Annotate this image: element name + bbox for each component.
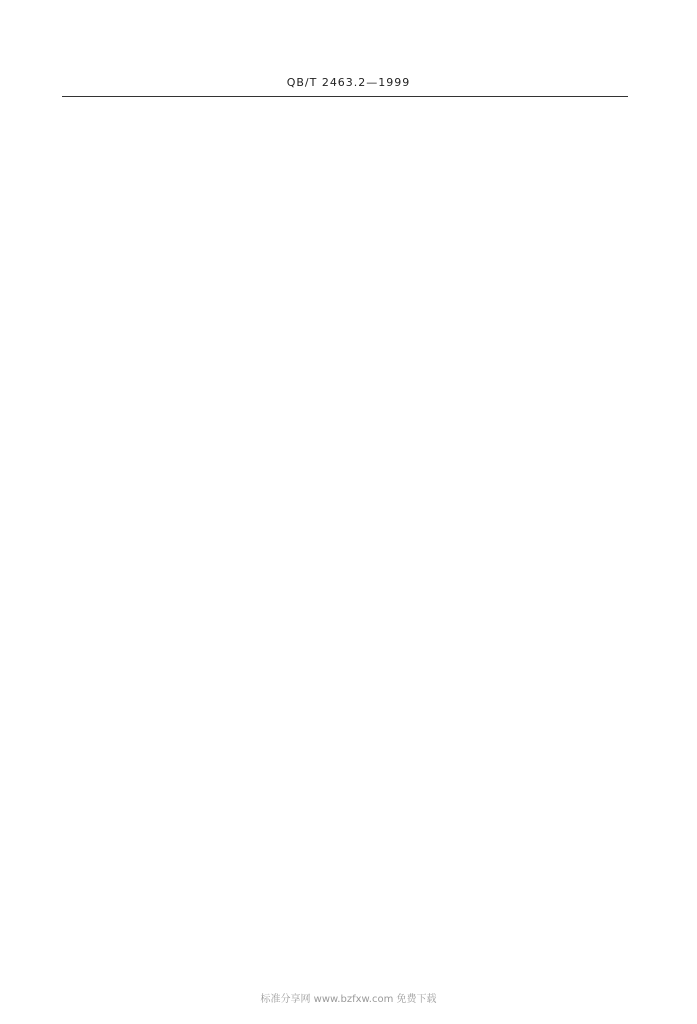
document-header: QB/T 2463.2—1999 [286, 76, 411, 89]
watermark-footer: 标准分享网 www.bzfxw.com 免费下载 [260, 994, 437, 1005]
header-rule [62, 96, 628, 97]
